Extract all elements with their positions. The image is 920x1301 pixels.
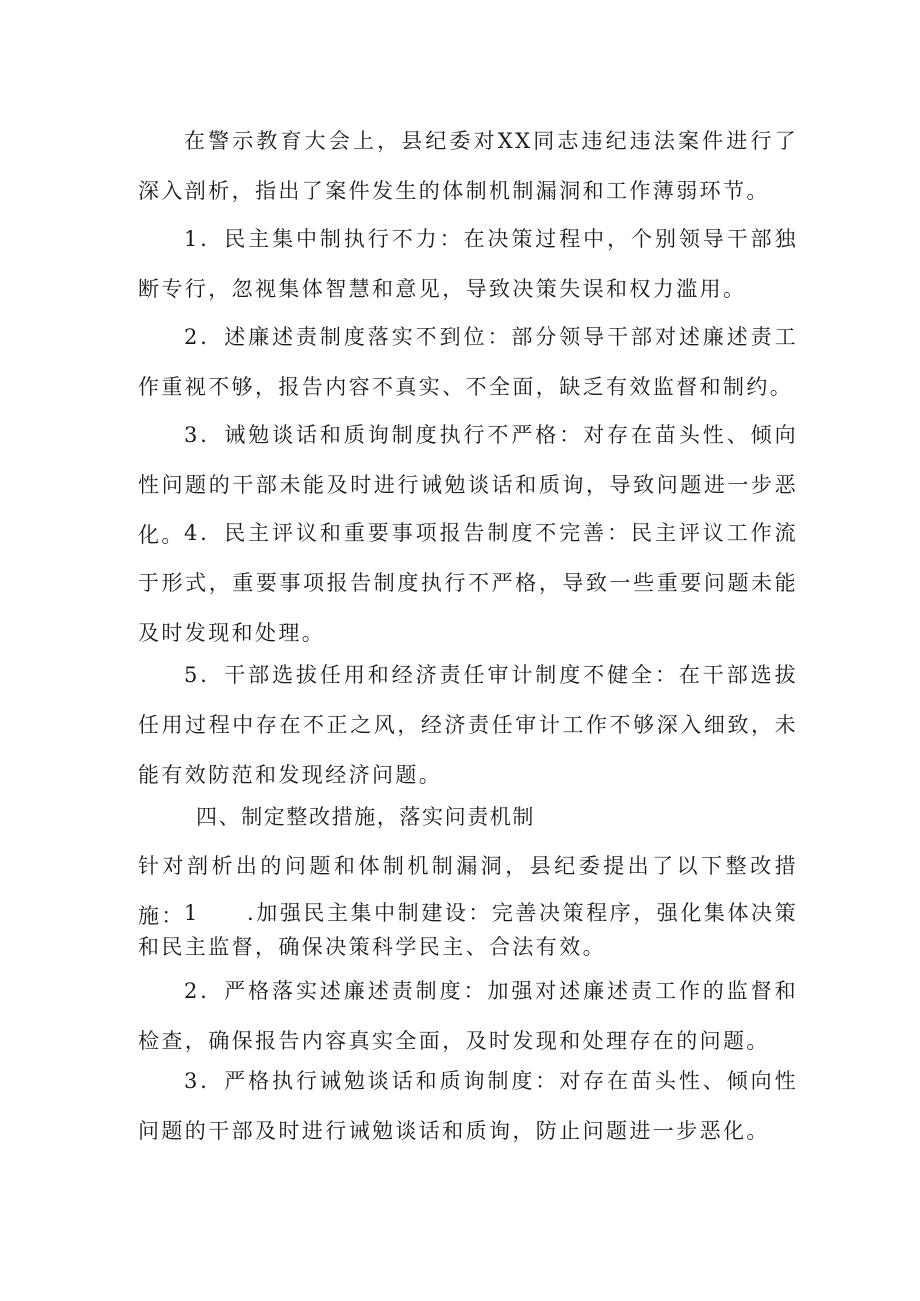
issue-2-paragraph: 2．述廉述责制度落实不到位：部分领导干部对述廉述责工作重视不够，报告内容不真实、不全面，缺乏有效监督和制约。: [138, 325, 798, 399]
measure-1-paragraph: 1 .加强民主集中制建设：完善决策程序，强化集体决策和民主监督，确保决策科学民主、合法有效。: [138, 901, 798, 959]
issue-5-paragraph: 5．干部选拔任用和经济责任审计制度不健全：在干部选拔任用过程中存在不正之风，经济责任审计工作不够深入细致，未能有效防范和发现经济问题。: [138, 663, 798, 787]
measure-2-paragraph: 2．严格落实述廉述责制度：加强对述廉述责工作的监督和检查，确保报告内容真实全面，及时发现和处理存在的问题。: [138, 979, 798, 1053]
measures-intro-paragraph: 针对剖析出的问题和体制机制漏洞，县纪委提出了以下整改措施：: [138, 854, 798, 928]
measure-3-paragraph: 3．严格执行诫勉谈话和质询制度：对存在苗头性、倾向性问题的干部及时进行诫勉谈话和质询，防止问题进一步恶化。: [138, 1069, 798, 1143]
issue-3-paragraph: 3．诫勉谈话和质询制度执行不严格：对存在苗头性、倾向性问题的干部未能及时进行诫勉谈话和质询，导致问题进一步恶化。: [138, 423, 798, 547]
section-heading: 四、制定整改措施，落实问责机制: [196, 805, 535, 829]
intro-paragraph: 在警示教育大会上，县纪委对XX同志违纪违法案件进行了深入剖析，指出了案件发生的体制机制漏洞和工作薄弱环节。: [138, 129, 798, 203]
issue-4-paragraph: 4．民主评议和重要事项报告制度不完善：民主评议工作流于形式，重要事项报告制度执行不严格，导致一些重要问题未能及时发现和处理。: [138, 521, 798, 645]
issue-1-paragraph: 1．民主集中制执行不力：在决策过程中，个别领导干部独断专行，忽视集体智慧和意见，导致决策失误和权力滥用。: [138, 227, 798, 301]
